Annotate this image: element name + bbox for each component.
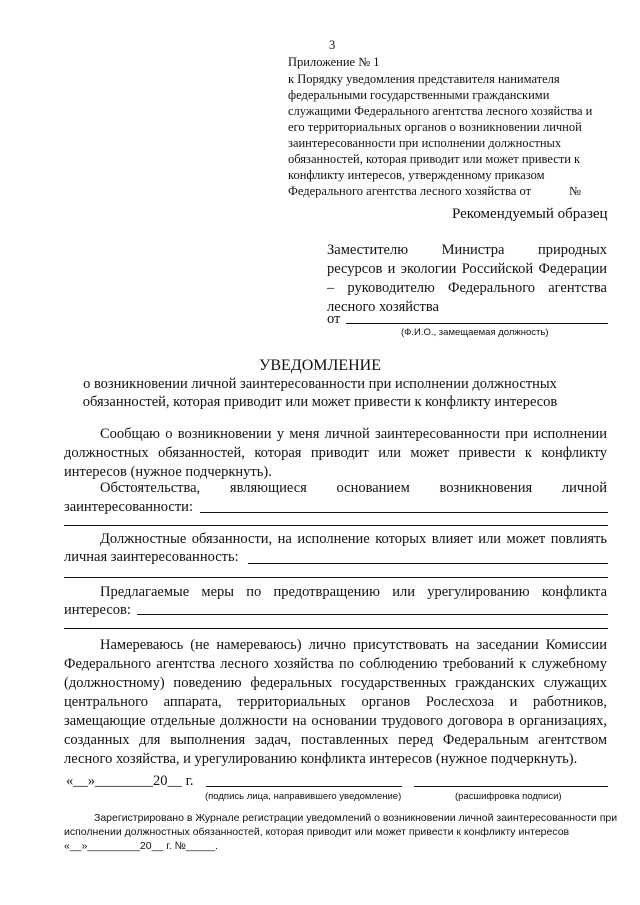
measures-field-2[interactable] (64, 628, 608, 629)
paragraph-line: Сообщаю о возникновении у меня личной заинтересованности при исполнении (100, 426, 607, 442)
paragraph-line: созданных для выполнения задач, поставленных перед Федеральным агентством (64, 732, 607, 748)
signature-caption: (подпись лица, направившего уведомление) (205, 791, 402, 802)
paragraph-line: замещающие отдельные должности на основании трудового договора в организациях, (64, 713, 607, 729)
sample-label: Рекомендуемый образец (452, 206, 608, 222)
appendix-line: его территориальных органов о возникновении личной (288, 120, 582, 134)
page-number: 3 (329, 38, 336, 52)
paragraph-line: интересов: (64, 602, 131, 618)
duties-field-2[interactable] (64, 577, 608, 578)
paragraph-line: Предлагаемые меры по предотвращению или урегулированию конфликта (100, 584, 607, 600)
addressee-line: лесного хозяйства (327, 299, 439, 315)
signature-field[interactable] (206, 786, 402, 787)
paragraph-line: Намереваюсь (не намереваюсь) лично присутствовать на заседании Комиссии (100, 637, 607, 653)
circumstances-field[interactable] (200, 512, 608, 513)
appendix-line: служащими Федерального агентства лесного хозяйства и (288, 104, 593, 118)
notice-subtitle: о возникновении личной заинтересованности при исполнении должностных (83, 376, 557, 392)
paragraph-line: центрального аппарата, территориальных органов Рослесхоза и работников, (64, 694, 607, 710)
registration-line: исполнении должностных обязанностей, которая приводит или может привести к конфликту интересов (64, 826, 570, 838)
addressee-line: Заместителю Министра природных (327, 242, 607, 258)
paragraph-line: (должностному) поведению федеральных государственных гражданских служащих (64, 675, 607, 691)
notice-title: УВЕДОМЛЕНИЕ (259, 357, 381, 374)
appendix-line: к Порядку уведомления представителя нанимателя (288, 72, 560, 86)
appendix-line: Федерального агентства лесного хозяйства от (288, 184, 532, 198)
registration-line: Зарегистрировано в Журнале регистрации уведомлений о возникновении личной заинтересованности при (94, 812, 618, 824)
paragraph-line: личная заинтересованность: (64, 549, 239, 565)
decode-caption: (расшифровка подписи) (455, 791, 562, 802)
decode-field[interactable] (414, 786, 608, 787)
appendix-line: заинтересованности при исполнении должностных (288, 136, 562, 150)
date-field[interactable]: «__»________20__ г. (66, 773, 194, 789)
paragraph-line: Должностные обязанности, на исполнение которых влияет или может повлиять (100, 531, 607, 547)
paragraph-line: интересов (нужное подчеркнуть). (64, 464, 272, 480)
appendix-line: конфликту интересов, утвержденному приказом (288, 168, 545, 182)
from-label: от (327, 311, 341, 327)
appendix-line: обязанностей, которая приводит или может привести к (288, 152, 581, 166)
addressee-line: – руководителю Федерального агентства (327, 280, 607, 296)
notice-subtitle: обязанностей, которая приводит или может привести к конфликту интересов (82, 394, 558, 410)
addressee-line: ресурсов и экологии Российской Федерации (327, 261, 607, 277)
paragraph-line: Федерального агентства лесного хозяйства по соблюдению требований к служебному (64, 656, 607, 672)
appendix-number-sign: № (569, 184, 581, 198)
circumstances-field-2[interactable] (64, 525, 608, 526)
paragraph-line: Обстоятельства, являющиеся основанием возникновения личной (100, 480, 607, 496)
appendix-title: Приложение № 1 (288, 55, 380, 69)
paragraph-line: заинтересованности: (64, 499, 193, 515)
paragraph-line: лесного хозяйства, и урегулированию конфликта интересов (нужное подчеркнуть). (64, 751, 578, 767)
duties-field[interactable] (248, 563, 608, 564)
from-caption: (Ф.И.О., замещаемая должность) (401, 327, 549, 338)
from-line[interactable] (346, 323, 608, 324)
registration-line: «__»_________20__ г. №_____. (64, 840, 218, 852)
appendix-line: федеральными государственными гражданскими (288, 88, 550, 102)
measures-field[interactable] (137, 614, 608, 615)
paragraph-line: должностных обязанностей, которая приводит или может привести к конфликту (64, 445, 607, 461)
